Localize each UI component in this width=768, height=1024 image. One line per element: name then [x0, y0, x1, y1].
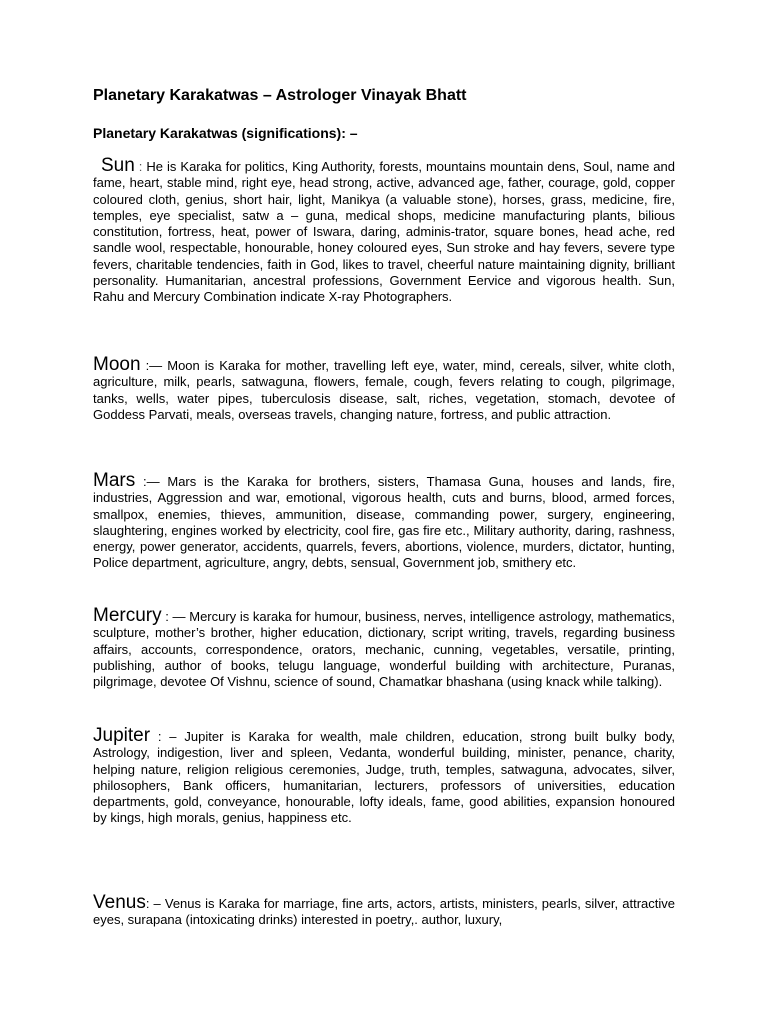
section-text: Moon is Karaka for mother, travelling left eye, water, mind, cereals, silver, white cloth, agriculture, milk, pearls, satwaguna, flowers, female, cough, fevers relating to cough, pilgrimage, tanks, wells, water pipes, tuberculosis disease, salt, riches, vegetation, stomach, devotee of Goddess Parvati, meals, overseas travels, changing nature, fortress, and public attraction. [93, 358, 675, 422]
separator: : [134, 159, 147, 174]
planet-name-sun: Sun [101, 155, 135, 176]
document-title: Planetary Karakatwas – Astrologer Vinayak Bhatt [93, 87, 467, 104]
section-moon [93, 354, 675, 423]
section-text: He is Karaka for politics, King Authority, forests, mountains mountain dens, Soul, name and fame, heart, stable mind, right eye, head strong, active, advanced age, father, courage, gold, copper coloured cloth, genius, short hair, light, Manikya (a valuable stone), horses, grass, medicine, fire, temples, eye specialist, satw a – guna, medical shops, medicine manufacturing plants, bilious constitution, fortress, heat, power of Iswara, daring, adminis-trator, square bones, head ache, red sandle wool, respectable, honourable, honey coloured eyes, Sun stroke and hay fevers, severe type fevers, charitable tendencies, faith in God, likes to travel, cheerful nature maintaining dignity, brilliant personality. Humanitarian, ancestral professions, Government Eervice and vigorous health. Sun, Rahu and Mercury Combination indicate X-ray Photographers. [93, 159, 675, 305]
section-text: Mercury is karaka for humour, business, nerves, intelligence astrology, mathematics, sculpture, mother’s brother, higher education, dictionary, script writing, travels, regarding business affairs, accounts, correspondence, orators, mechanic, cunning, vegetables, versatile, printing, publishing, author of books, telugu language, wonderful building with architecture, Puranas, pilgrimage, devotee Of Vishnu, science of sound, Chamatkar bhashana (using knack while talking). [93, 609, 675, 690]
planet-name-venus: Venus [93, 892, 146, 913]
separator: : – [150, 729, 185, 744]
separator: :— [140, 358, 168, 373]
section-text: Venus is Karaka for marriage, fine arts, actors, artists, ministers, pearls, silver, attractive eyes, surapana (intoxicating drinks) interested in poetry,. author, luxury, [93, 896, 675, 928]
section-mercury [93, 605, 675, 690]
section-text: Mars is the Karaka for brothers, sisters, Thamasa Guna, houses and lands, fire, industries, Aggression and war, emotional, vigorous health, cuts and burns, blood, armed forces, smallpox, enemies, thieves, ammunition, disease, commanding power, surgery, engineering, slaughtering, engines worked by electricity, cool fire, gas fire etc., Military authority, daring, rashness, energy, power generator, accidents, quarrels, fevers, abortions, violence, murders, dictator, hunting, Police department, agriculture, angry, debts, sensual, Government job, smithery etc. [93, 474, 675, 571]
section-jupiter [93, 725, 675, 827]
planet-name-mars: Mars [93, 470, 136, 491]
section-mars [93, 470, 675, 572]
separator: : — [161, 609, 190, 624]
section-text: Jupiter is Karaka for wealth, male children, education, strong built bulky body, Astrology, indigestion, liver and spleen, Vedanta, wonderful building, minister, penance, charity, helping nature, religion religious ceremonies, Judge, truth, temples, satwaguna, advocates, silver, philosophers, Bank officers, humanitarian, lecturers, professors of universities, education departments, gold, conveyance, honourable, lofty ideals, fame, good abilities, expansion honoured by kings, high morals, genius, happiness etc. [93, 729, 675, 826]
planet-name-mercury: Mercury [93, 605, 162, 626]
separator: :— [135, 474, 168, 489]
section-sun [93, 155, 675, 306]
planet-name-jupiter: Jupiter [93, 725, 151, 746]
section-venus [93, 892, 675, 929]
document-subtitle: Planetary Karakatwas (significations): – [93, 125, 358, 141]
planet-name-moon: Moon [93, 354, 141, 375]
separator: : – [145, 896, 165, 911]
